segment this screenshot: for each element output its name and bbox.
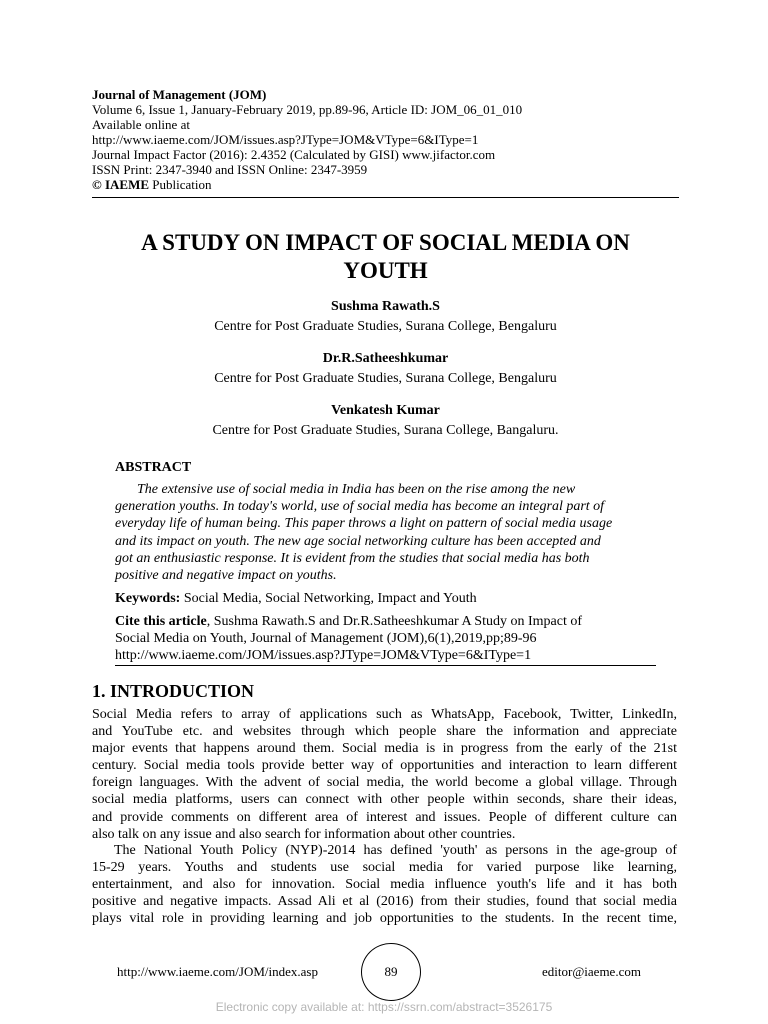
volume-info: Volume 6, Issue 1, January-February 2019, pp.89-96, Article ID: JOM_06_01_010	[92, 102, 523, 117]
journal-header	[92, 87, 522, 192]
available-online: Available online at	[92, 117, 190, 132]
impact-factor: Journal Impact Factor (2016): 2.4352 (Calculated by GISI) www.jifactor.com	[92, 147, 496, 162]
intro-paragraph-2: The National Youth Policy (NYP)-2014 has defined 'youth' as persons in the age-group of 15-29 years. Youths and students use social media for varied purpose like learning, entertainment, and also for innovation. Social media influence youth's life and it has both positive and negative impacts. Assad Ali et al (2016) from their studies, found that social media plays vital role in providing learning and job opportunities to the students. In the recent time,	[92, 843, 677, 927]
author-affiliation: Centre for Post Graduate Studies, Surana College, Bengaluru	[214, 319, 557, 334]
abstract-body: The extensive use of social media in India has been on the rise among the new generation youths. In today's world, use of social media has become an integral part of everyday life of human being. This paper throws a light on pattern of social media usage and its impact on youth. The new age social networking culture has been accepted and got an enthusiastic response. It is evident from the studies that social media has both positive and negative impact on youths.	[115, 482, 613, 584]
footer-url[interactable]: http://www.iaeme.com/JOM/index.asp	[117, 964, 318, 979]
abstract-heading: ABSTRACT	[115, 460, 192, 475]
author-block-3	[92, 402, 679, 439]
intro-paragraph-1: Social Media refers to array of applications such as WhatsApp, Facebook, Twitter, LinkedIn, and YouTube etc. and websites through which people share the information and appreciate major events that happens around them. Social media is in progress from the early of the 21st century. Social media tools provide better way of opportunities and interaction to learn different foreign languages. With the advent of social media, the world become a global village. Through social media platforms, users can connect with other people within seconds, share their ideas, and provide comments on different area of interest and issues. People of different culture can also talk on any issue and also search for information about other countries.	[92, 707, 677, 842]
journal-url[interactable]: http://www.iaeme.com/JOM/issues.asp?JType=JOM&VType=6&IType=1	[92, 132, 479, 147]
citation: Cite this article, Sushma Rawath.S and Dr.R.Satheeshkumar A Study on Impact of Social Media on Youth, Journal of Management (JOM),6(1),2019,pp;89-96 http://www.iaeme.com/JOM/issues.asp?JType=JOM&VType=6&IType=1	[115, 614, 582, 663]
author-name: Venkatesh Kumar	[331, 403, 440, 418]
section-heading-introduction: 1. INTRODUCTION	[92, 681, 255, 701]
page-number: 89	[361, 943, 421, 1001]
citation-url[interactable]: http://www.iaeme.com/JOM/issues.asp?JType=JOM&VType=6&IType=1	[115, 648, 532, 663]
author-name: Sushma Rawath.S	[331, 299, 440, 314]
author-affiliation: Centre for Post Graduate Studies, Surana College, Bangaluru.	[212, 423, 559, 438]
footer-email[interactable]: editor@iaeme.com	[542, 964, 641, 979]
journal-name: Journal of Management (JOM)	[92, 87, 267, 102]
paper-title: A STUDY ON IMPACT OF SOCIAL MEDIA ON YOUTH	[141, 230, 630, 283]
citation-rule	[115, 665, 656, 666]
publisher: © IAEME Publication	[92, 177, 212, 192]
author-block-1	[92, 298, 679, 335]
author-name: Dr.R.Satheeshkumar	[322, 351, 449, 366]
author-affiliation: Centre for Post Graduate Studies, Surana College, Bengaluru	[214, 371, 557, 386]
header-rule	[92, 197, 679, 198]
ssrn-watermark: Electronic copy available at: https://ssrn.com/abstract=3526175	[215, 1000, 553, 1014]
issn: ISSN Print: 2347-3940 and ISSN Online: 2347-3959	[92, 162, 368, 177]
keywords: Keywords: Social Media, Social Networking, Impact and Youth	[115, 591, 477, 606]
author-block-2	[92, 350, 679, 387]
